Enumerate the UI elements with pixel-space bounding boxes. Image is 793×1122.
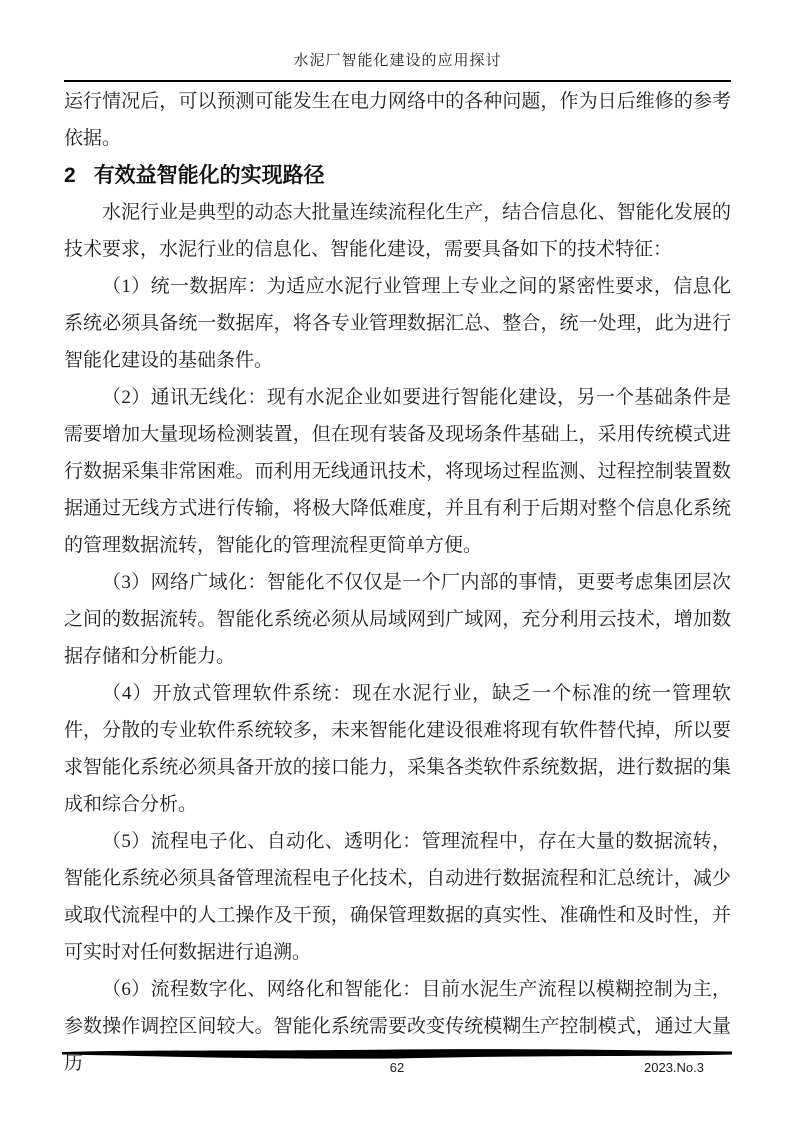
issue-label: 2023.No.3 bbox=[644, 1060, 704, 1075]
paragraph-feature-1: （1）统一数据库：为适应水泥行业管理上专业之间的紧密性要求，信息化系统必须具备统一数据库，将各专业管理数据汇总、整合，统一处理，此为进行智能化建设的基础条件。 bbox=[64, 276, 731, 371]
page-number: 62 bbox=[389, 1060, 405, 1075]
running-header bbox=[64, 48, 731, 82]
running-title: 水泥厂智能化建设的应用探讨 bbox=[293, 53, 502, 69]
section-title: 有效益智能化的实现路径 bbox=[93, 164, 325, 187]
document-body bbox=[64, 83, 731, 1082]
section-number: 2 bbox=[64, 164, 76, 187]
paragraph-feature-5: （5）流程电子化、自动化、透明化：管理流程中，存在大量的数据流转，智能化系统必须具备管理流程电子化技术，自动进行数据流程和汇总统计，减少或取代流程中的人工操作及干预，确保管理数据的真实性、准确性和及时性，并可实时对任何数据进行追溯。 bbox=[64, 831, 731, 963]
header-rule bbox=[64, 80, 731, 82]
footer-row bbox=[62, 1059, 732, 1077]
paragraph-feature-6: （6）流程数字化、网络化和智能化：目前水泥生产流程以模糊控制为主，参数操作调控区间较大。智能化系统需要改变传统模糊生产控制模式，通过大量历 bbox=[64, 979, 731, 1074]
paragraph-feature-2: （2）通讯无线化：现有水泥企业如要进行智能化建设，另一个基础条件是需要增加大量现场检测装置，但在现有装备及现场条件基础上，采用传统模式进行数据采集非常困难。而利用无线通讯技术，将现场过程监测、过程控制装置数据通过无线方式进行传输，将极大降低难度，并且有利于后期对整个信息化系统的管理数据流转，智能化的管理流程更简单方便。 bbox=[64, 387, 731, 556]
paragraph-intro: 水泥行业是典型的动态大批量连续流程化生产，结合信息化、智能化发展的技术要求，水泥行业的信息化、智能化建设，需要具备如下的技术特征： bbox=[64, 202, 731, 260]
section-heading bbox=[64, 157, 731, 194]
page-footer bbox=[62, 1048, 732, 1077]
paragraph-feature-3: （3）网络广域化：智能化不仅仅是一个厂内部的事情，更要考虑集团层次之间的数据流转。智能化系统必须从局域网到广域网，充分利用云技术，增加数据存储和分析能力。 bbox=[64, 572, 731, 667]
paragraph-continuation: 运行情况后，可以预测可能发生在电力网络中的各种问题，作为日后维修的参考依据。 bbox=[64, 91, 731, 149]
paragraph-feature-4: （4）开放式管理软件系统：现在水泥行业，缺乏一个标准的统一管理软件，分散的专业软件系统较多，未来智能化建设很难将现有软件替代掉，所以要求智能化系统必须具备开放的接口能力，采集各类软件系统数据，进行数据的集成和综合分析。 bbox=[64, 683, 731, 815]
